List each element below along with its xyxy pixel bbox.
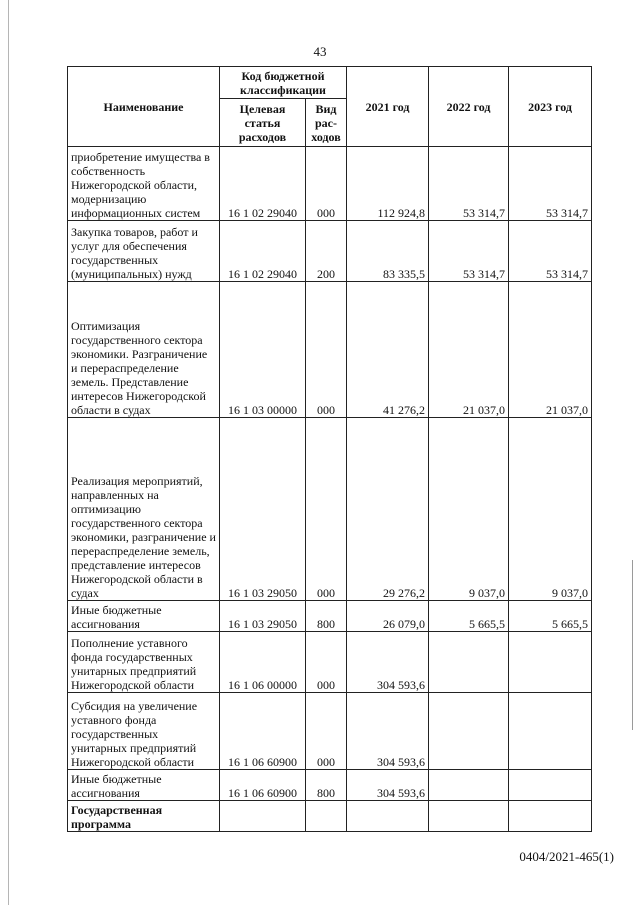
page-number: 43 <box>313 44 327 59</box>
row-2023 <box>509 693 592 770</box>
table-row <box>68 801 592 832</box>
row-type: 800 <box>306 601 347 632</box>
row-2022 <box>429 693 509 770</box>
table-row <box>68 601 592 632</box>
row-type <box>306 801 347 832</box>
row-2023: 53 314,7 <box>509 147 592 221</box>
row-type: 000 <box>306 147 347 221</box>
header-2021: 2021 год <box>347 67 429 147</box>
table-row <box>68 632 592 693</box>
row-2023: 5 665,5 <box>509 601 592 632</box>
scan-edge-right <box>632 560 633 730</box>
row-target <box>220 801 306 832</box>
row-target: 16 1 03 29050 <box>220 418 306 601</box>
row-target: 16 1 06 00000 <box>220 632 306 693</box>
document-number: 0404/2021-465(1) <box>519 849 614 864</box>
row-target: 16 1 03 00000 <box>220 282 306 418</box>
row-target: 16 1 02 29040 <box>220 221 306 282</box>
table-row <box>68 221 592 282</box>
header-2022: 2022 год <box>429 67 509 147</box>
row-2022: 53 314,7 <box>429 221 509 282</box>
row-2021: 83 335,5 <box>347 221 429 282</box>
row-name: Иные бюджетные ассигнования <box>68 770 220 801</box>
row-name: Реализация мероприятий, направленных на оптимизацию государственного сектора экономики, разграничение и перераспределение земель, представление интересов Нижегородской области в судах <box>68 418 220 601</box>
table-row <box>68 147 592 221</box>
row-name: Государственная программа <box>68 801 220 832</box>
budget-table <box>67 66 592 832</box>
row-2021: 41 276,2 <box>347 282 429 418</box>
row-2023: 9 037,0 <box>509 418 592 601</box>
row-type: 000 <box>306 418 347 601</box>
row-2021: 304 593,6 <box>347 770 429 801</box>
scan-edge-left <box>8 0 9 905</box>
row-name: Закупка товаров, работ и услуг для обеспечения государственных (муниципальных) нужд <box>68 221 220 282</box>
row-2021: 304 593,6 <box>347 693 429 770</box>
row-2023 <box>509 801 592 832</box>
row-name: Пополнение уставного фонда государственных унитарных предприятий Нижегородской области <box>68 632 220 693</box>
row-type: 200 <box>306 221 347 282</box>
header-name: Наименование <box>68 67 220 147</box>
header-code-group: Код бюджетной классификации <box>220 67 347 99</box>
table-row <box>68 770 592 801</box>
row-2022: 9 037,0 <box>429 418 509 601</box>
row-2021: 304 593,6 <box>347 632 429 693</box>
row-target: 16 1 02 29040 <box>220 147 306 221</box>
row-2023: 53 314,7 <box>509 221 592 282</box>
row-2022: 5 665,5 <box>429 601 509 632</box>
row-type: 800 <box>306 770 347 801</box>
header-type: Вид рас-ходов <box>306 99 347 147</box>
row-2022: 53 314,7 <box>429 147 509 221</box>
row-target: 16 1 06 60900 <box>220 770 306 801</box>
row-2021: 26 079,0 <box>347 601 429 632</box>
row-2022 <box>429 801 509 832</box>
row-2021 <box>347 801 429 832</box>
row-type: 000 <box>306 693 347 770</box>
row-2021: 112 924,8 <box>347 147 429 221</box>
row-name: Иные бюджетные ассигнования <box>68 601 220 632</box>
row-name: Субсидия на увеличение уставного фонда государственных унитарных предприятий Нижегородской области <box>68 693 220 770</box>
header-2023: 2023 год <box>509 67 592 147</box>
header-row-top <box>68 67 592 99</box>
row-name: Оптимизация государственного сектора экономики. Разграничение и перераспределение земель. Представление интересов Нижегородской области в судах <box>68 282 220 418</box>
row-2022 <box>429 632 509 693</box>
row-target: 16 1 06 60900 <box>220 693 306 770</box>
row-type: 000 <box>306 632 347 693</box>
row-2022: 21 037,0 <box>429 282 509 418</box>
row-type: 000 <box>306 282 347 418</box>
row-name: приобретение имущества в собственность Нижегородской области, модернизацию информационных систем <box>68 147 220 221</box>
row-2023 <box>509 632 592 693</box>
table-row <box>68 282 592 418</box>
table-row <box>68 693 592 770</box>
table-row <box>68 418 592 601</box>
row-2021: 29 276,2 <box>347 418 429 601</box>
row-2023: 21 037,0 <box>509 282 592 418</box>
row-2022 <box>429 770 509 801</box>
header-target: Целевая статья расходов <box>220 99 306 147</box>
row-2023 <box>509 770 592 801</box>
row-target: 16 1 03 29050 <box>220 601 306 632</box>
